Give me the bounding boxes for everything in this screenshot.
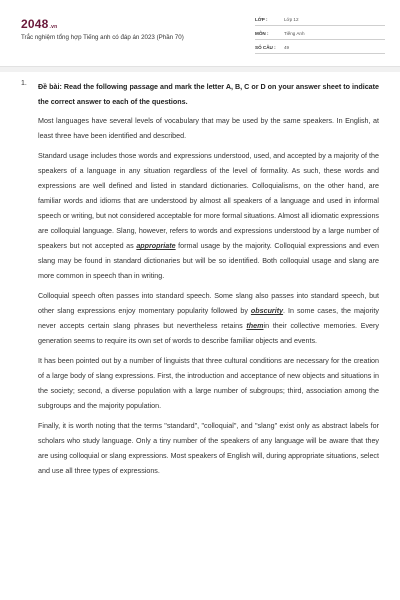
meta-value: Tiếng Anh	[284, 31, 305, 36]
passage-paragraph-1: Most languages have several levels of vocabulary that may be used by the same speakers. In English, at least three have been identified and described.	[38, 117, 379, 140]
keyword-appropriate: appropriate	[136, 242, 176, 250]
meta-row-count	[255, 44, 385, 54]
keyword-them: them	[246, 322, 264, 330]
meta-row-class	[255, 16, 385, 26]
logo-text: 2048	[21, 17, 49, 31]
paragraph-text: Colloquial speech often passes into standard speech. Some slang also passes into standard speech, but other slang expressions enjoy momentary popularity followed by	[38, 292, 379, 315]
exam-meta	[255, 16, 385, 58]
question-body	[38, 80, 379, 484]
meta-label: LỚP :	[255, 17, 268, 22]
meta-value: Lớp 12	[284, 17, 299, 22]
meta-row-subject	[255, 30, 385, 40]
header-divider	[0, 66, 400, 72]
paragraph-text: . In some cases, the majority never accepts certain slang phrases but nevertheless retains	[38, 307, 379, 330]
meta-label: MÔN :	[255, 31, 269, 36]
logo-suffix: .vn	[49, 24, 58, 30]
meta-label: SỐ CÂU :	[255, 45, 276, 50]
passage-paragraph-4: It has been pointed out by a number of linguists that three cultural conditions are necessary for the creation of a large body of slang expressions. First, the introduction and acceptance of new objects and situations in the society; second, a diverse population with a large number of subgroups; third, association among the subgroups and the majority population.	[38, 357, 379, 410]
page-title: Trắc nghiệm tổng hợp Tiếng anh có đáp án 2023 (Phần 70)	[21, 34, 184, 41]
paragraph-text: in their collective memories. Every generation seems to require its own set of words to describe familiar objects and events.	[38, 322, 379, 345]
question-instruction: Đề bài: Read the following passage and mark the letter A, B, C or D on your answer sheet to indicate the correct answer to each of the questions.	[38, 83, 379, 106]
paragraph-text: Standard usage includes those words and expressions understood, used, and accepted by a majority of the speakers of a language in any situation regardless of the level of formality. As such, these words and expressions are well defined and listed in standard dictionaries. Colloquialisms, on the other hand, are familiar words and idioms that are understood by almost all speakers of a language and used in informal speech or writing, but not considered acceptable for more formal situations. Almost all idiomatic expressions are colloquial language. Slang, however, refers to words and expressions understood by a large number of speakers but not accepted as	[38, 152, 379, 250]
page-header	[0, 0, 400, 66]
passage-paragraph-3	[38, 289, 379, 349]
question-number: 1.	[21, 80, 27, 87]
keyword-obscurity: obscurity	[250, 307, 284, 315]
paragraph-text: formal usage by the majority. Colloquial expressions and even slang may be found in standard dictionaries but will be so identified. Both colloquial usage and slang are more common in speech than in writing.	[38, 242, 379, 280]
passage-paragraph-5: Finally, it is worth noting that the terms "standard", "colloquial", and "slang" exist only as abstract labels for scholars who study language. Only a tiny number of the speakers of any language will be aware that they are using colloquial or slang expressions. Most speakers of English will, during appropriate situations, select and use all three types of expressions.	[38, 422, 379, 475]
meta-value: 49	[284, 45, 290, 50]
passage-paragraph-2	[38, 149, 379, 284]
site-logo[interactable]	[21, 17, 57, 31]
